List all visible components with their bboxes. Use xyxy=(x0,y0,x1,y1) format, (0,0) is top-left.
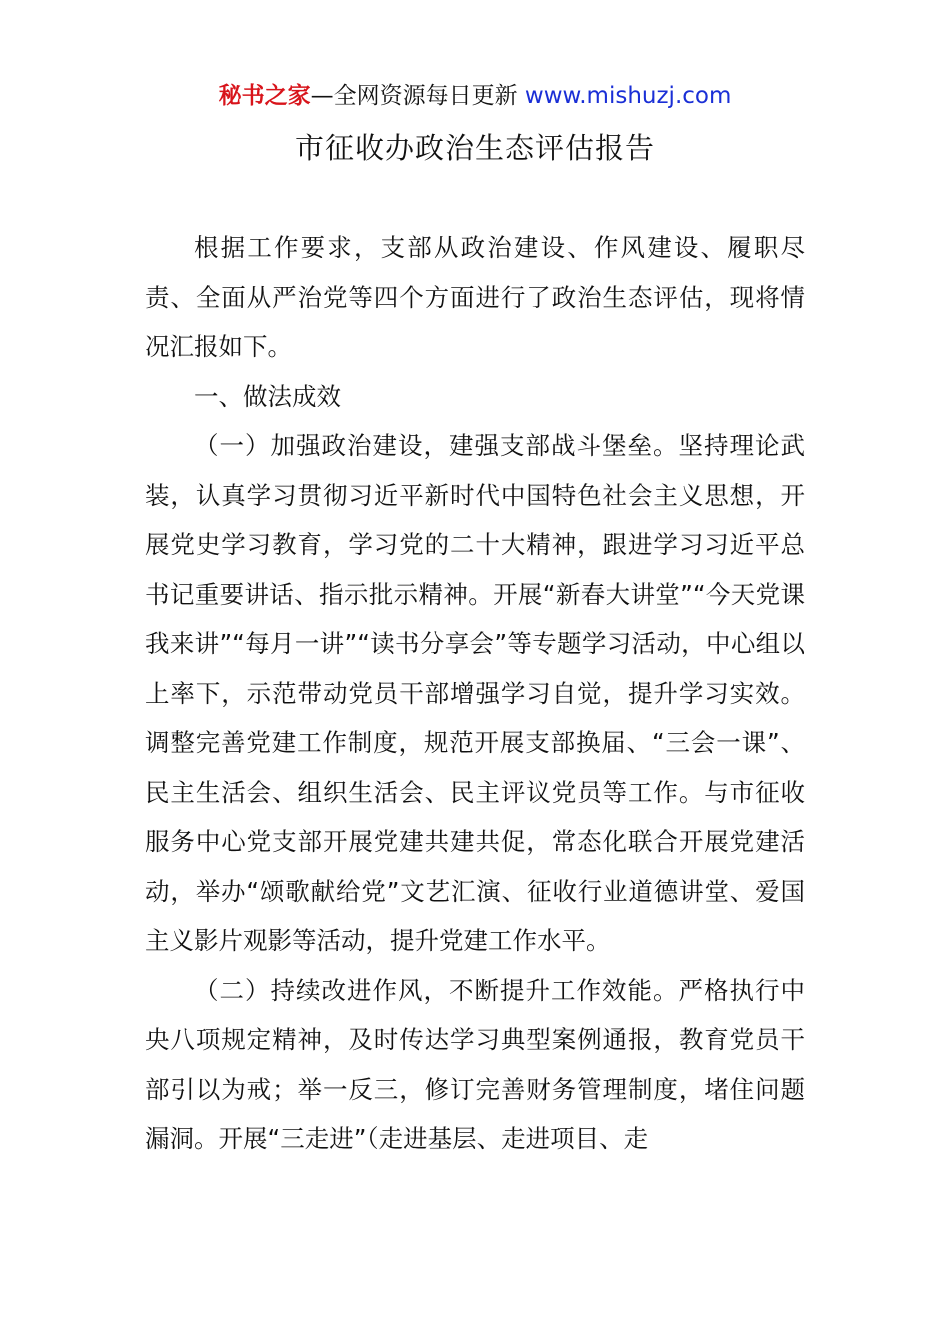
site-url-link[interactable]: www.mishuzj.com xyxy=(524,83,732,109)
banner-slogan: —全网资源每日更新 xyxy=(310,83,518,109)
section-heading: 一、做法成效 xyxy=(194,381,341,411)
brand-name: 秘书之家 xyxy=(218,83,311,109)
body-paragraph-1: （一）加强政治建设，建强支部战斗堡垒。坚持理论武装，认真学习贯彻习近平新时代中国特色社会主义思想，开展党史学习教育，学习党的二十大精神，跟进学习习近平总书记重要讲话、指示批示精神。开展“新春大讲堂”“今天党课我来讲”“每月一讲”“读书分享会”等专题学习活动，中心组以上率下，示范带动党员干部增强学习自觉，提升学习实效。调整完善党建工作制度，规范开展支部换届、“三会一课”、民主生活会、组织生活会、民主评议党员等工作。与市征收服务中心党支部开展党建共建共促，常态化联合开展党建活动，举办“颂歌献给党”文艺汇演、征收行业道德讲堂、爱国主义影片观影等活动，提升党建工作水平。 xyxy=(145,431,805,955)
intro-paragraph: 根据工作要求，支部从政治建设、作风建设、履职尽责、全面从严治党等四个方面进行了政治生态评估，现将情况汇报如下。 xyxy=(145,233,805,361)
document-body xyxy=(145,223,805,1164)
site-banner xyxy=(0,80,950,112)
body-paragraph-2: （二）持续改进作风，不断提升工作效能。严格执行中央八项规定精神，及时传达学习典型案例通报，教育党员干部引以为戒；举一反三，修订完善财务管理制度，堵住问题漏洞。开展“三走进”（走进基层、走进项目、走 xyxy=(145,975,805,1153)
document-title: 市征收办政治生态评估报告 xyxy=(294,131,655,165)
